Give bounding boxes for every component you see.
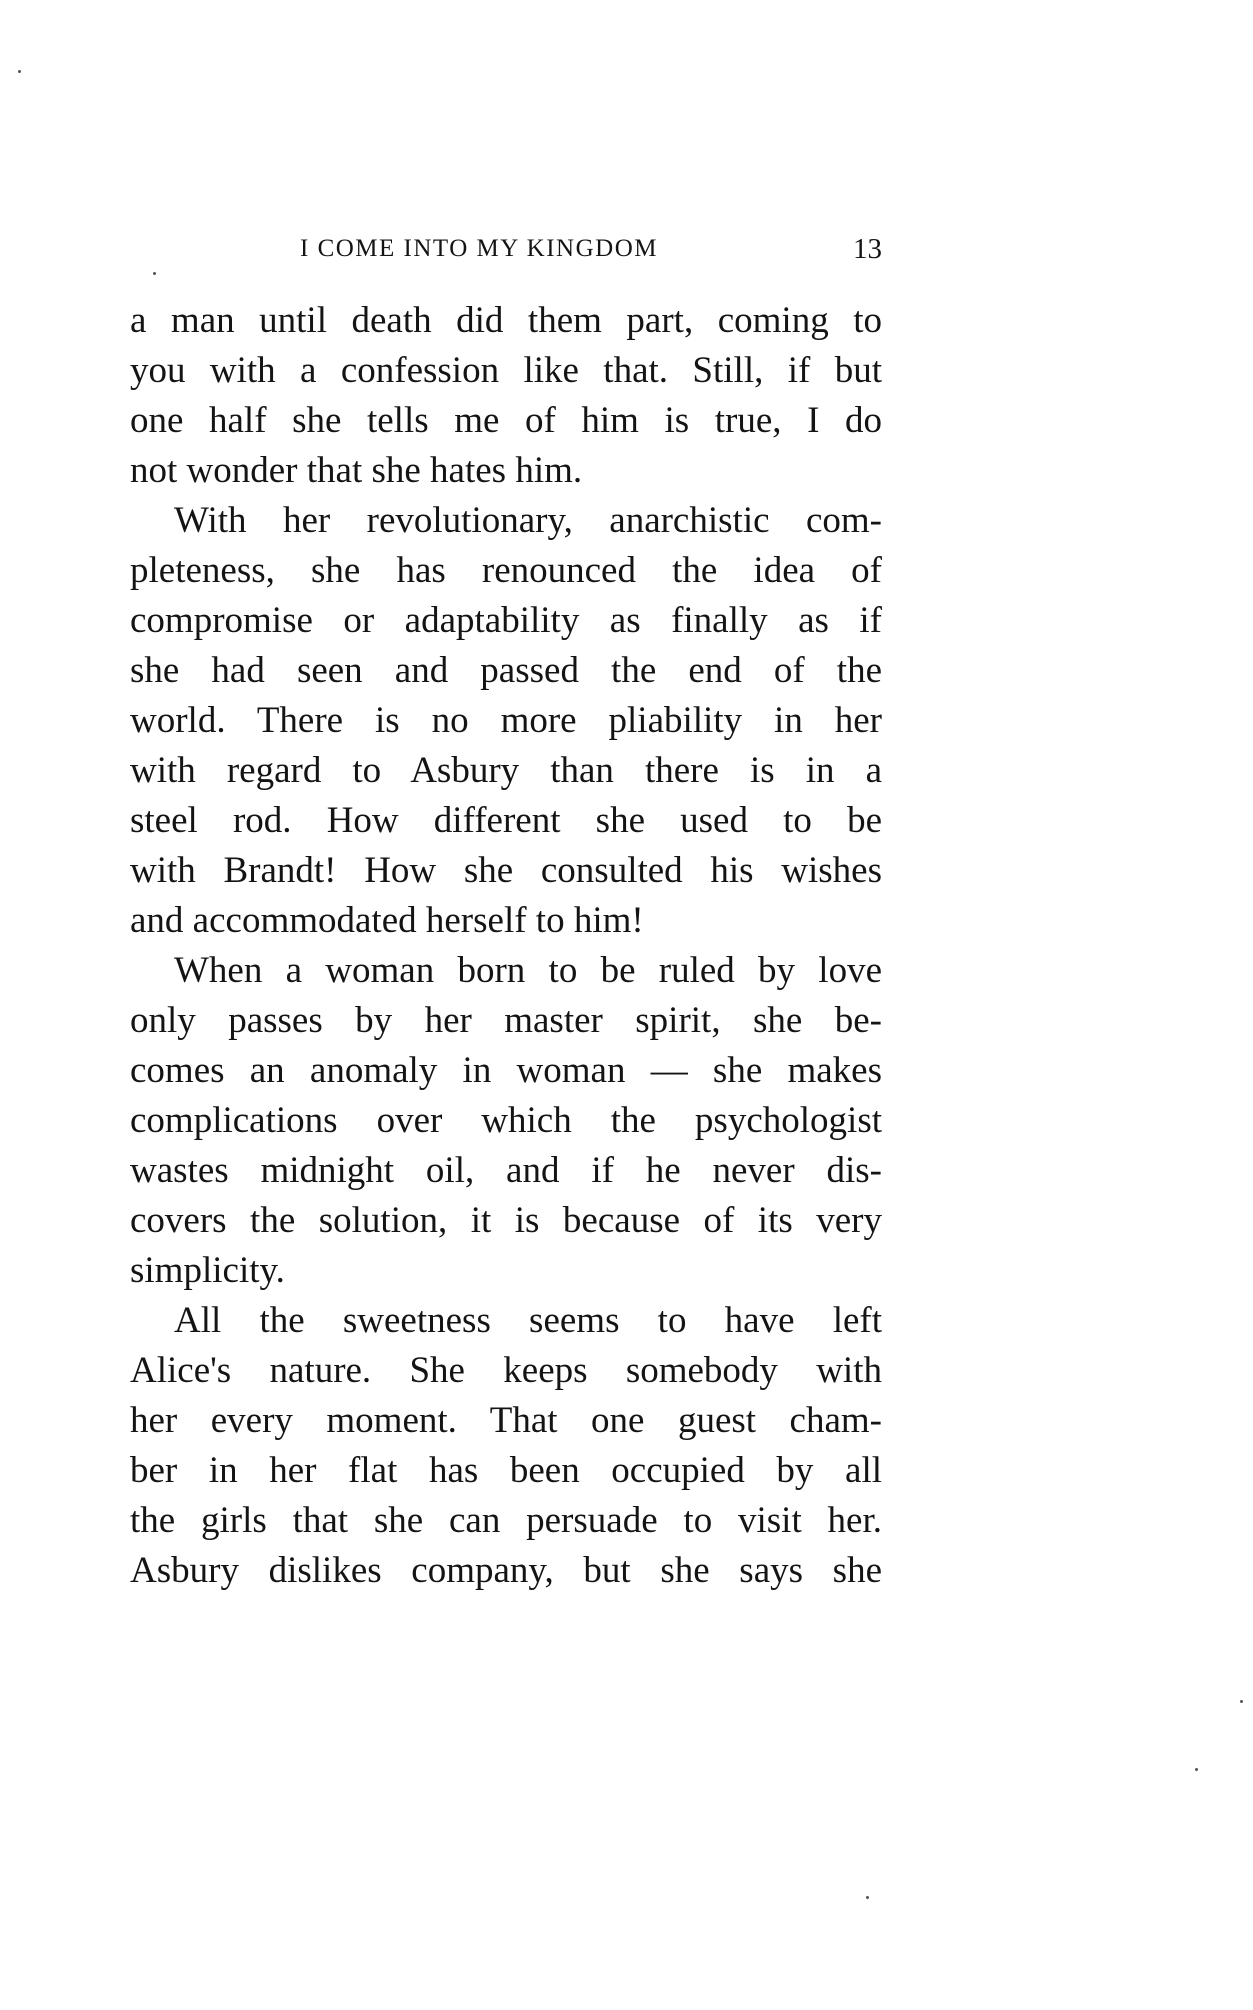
paragraph-1 <box>130 296 882 496</box>
text-line: compromise or adaptability as finally as if <box>130 600 882 641</box>
text-line: world. There is no more pliability in her <box>130 700 882 741</box>
text-line: she had seen and passed the end of the <box>130 650 882 691</box>
page-number: 13 <box>853 233 882 265</box>
text-line: When a woman born to be ruled by love <box>174 950 882 991</box>
text-line: steel rod. How different she used to be <box>130 800 882 841</box>
text-line: the girls that she can persuade to visit her. <box>130 1500 882 1541</box>
text-line: a man until death did them part, coming to <box>130 300 882 341</box>
paragraph-2 <box>130 496 882 946</box>
text-line: with Brandt! How she consulted his wishes <box>130 850 882 891</box>
text-line: with regard to Asbury than there is in a <box>130 750 882 791</box>
text-line: simplicity. <box>130 1250 285 1291</box>
text-line: only passes by her master spirit, she be- <box>130 1000 882 1041</box>
scan-speck <box>153 272 156 275</box>
text-line: ber in her flat has been occupied by all <box>130 1450 882 1491</box>
text-line: not wonder that she hates him. <box>130 450 583 491</box>
text-line: and accommodated herself to him! <box>130 900 644 941</box>
text-line: one half she tells me of him is true, I do <box>130 400 882 441</box>
scan-speck <box>1240 1700 1243 1703</box>
paragraph-3 <box>130 946 882 1296</box>
text-line: covers the solution, it is because of its very <box>130 1200 882 1241</box>
scan-speck <box>866 1896 869 1899</box>
text-line: Asbury dislikes company, but she says she <box>130 1550 882 1591</box>
text-line: All the sweetness seems to have left <box>174 1300 882 1341</box>
running-header <box>130 229 882 269</box>
running-title: I COME INTO MY KINGDOM <box>300 235 658 262</box>
text-line: you with a confession like that. Still, if but <box>130 350 882 391</box>
scan-speck <box>1195 1768 1198 1771</box>
text-line: comes an anomaly in woman — she makes <box>130 1050 882 1091</box>
paragraph-4 <box>130 1296 882 1596</box>
text-line: With her revolutionary, anarchistic com- <box>174 500 882 541</box>
text-line: her every moment. That one guest cham- <box>130 1400 882 1441</box>
text-line: Alice's nature. She keeps somebody with <box>130 1350 882 1391</box>
text-line: pleteness, she has renounced the idea of <box>130 550 882 591</box>
scan-speck <box>18 70 21 73</box>
text-line: wastes midnight oil, and if he never dis- <box>130 1150 882 1191</box>
body-text <box>130 296 882 1596</box>
text-line: complications over which the psychologist <box>130 1100 882 1141</box>
